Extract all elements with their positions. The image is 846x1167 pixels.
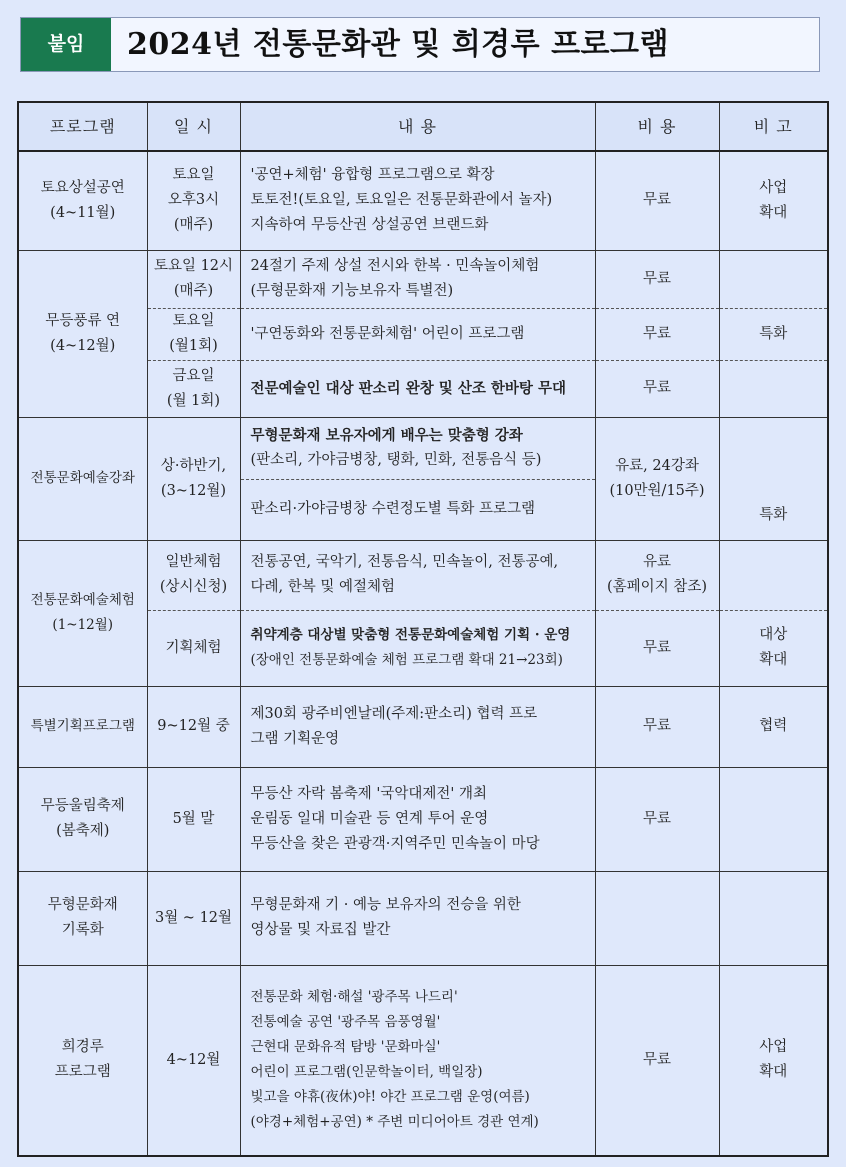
program-cell: 희경루 프로그램 bbox=[18, 965, 147, 1156]
table-row bbox=[18, 686, 828, 767]
note-cell: 특화 bbox=[719, 479, 828, 540]
header-box bbox=[20, 17, 820, 72]
cost-cell: 무료 bbox=[595, 360, 719, 417]
table-header-row bbox=[18, 102, 828, 151]
cost-cell: 무료 bbox=[595, 610, 719, 686]
schedule-cell: 토요일 12시 (매주) bbox=[147, 250, 240, 308]
content-cell: '공연+체험' 융합형 프로그램으로 확장 토토전!(토요일, 토요일은 전통문화관에서 놀자) 지속하여 무등산권 상설공연 브랜드화 bbox=[240, 151, 595, 250]
program-cell: 특별기획프로그램 bbox=[18, 686, 147, 767]
cost-cell: 무료 bbox=[595, 250, 719, 308]
note-cell bbox=[719, 767, 828, 871]
cost-cell bbox=[595, 871, 719, 965]
note-cell: 사업 확대 bbox=[719, 965, 828, 1156]
cost-cell: 유료 (홈페이지 참조) bbox=[595, 540, 719, 610]
cost-cell: 무료 bbox=[595, 686, 719, 767]
program-cell: 전통문화예술강좌 bbox=[18, 417, 147, 540]
program-table bbox=[17, 101, 829, 1157]
content-cell: 전통문화 체험·해설 '광주목 나드리' 전통예술 공연 '광주목 음풍영월' 근현대 문화유적 탐방 '문화마실' 어린이 프로그램(인문학놀이터, 백일장) 빛고을 야휴(夜休)야! 야간 프로그램 운영(여름) (야경+체험+공연) * 주변 미디어아트 경관 연계) bbox=[240, 965, 595, 1156]
content-cell: 취약계층 대상별 맞춤형 전통문화예술체험 기획 · 운영 (장애인 전통문화예술 체험 프로그램 확대 21→23회) bbox=[240, 610, 595, 686]
content-cell: 판소리·가야금병창 수련정도별 특화 프로그램 bbox=[240, 479, 595, 540]
column-header: 비 용 bbox=[595, 102, 719, 151]
schedule-cell: 토요일 오후3시 (매주) bbox=[147, 151, 240, 250]
note-cell: 특화 bbox=[719, 308, 828, 360]
content-cell: 전통공연, 국악기, 전통음식, 민속놀이, 전통공예, 다례, 한복 및 예절체험 bbox=[240, 540, 595, 610]
note-cell bbox=[719, 360, 828, 417]
content-cell: 24절기 주제 상설 전시와 한복 · 민속놀이체험 (무형문화재 기능보유자 특별전) bbox=[240, 250, 595, 308]
cost-cell: 유료, 24강좌 (10만원/15주) bbox=[595, 417, 719, 540]
table-row bbox=[18, 767, 828, 871]
table-row bbox=[18, 250, 828, 308]
attachment-badge: 붙임 bbox=[21, 18, 111, 71]
page-title: 2024년 전통문화관 및 희경루 프로그램 bbox=[127, 27, 669, 62]
content-cell: 제30회 광주비엔날레(주제:판소리) 협력 프로 그램 기획운영 bbox=[240, 686, 595, 767]
schedule-cell: 9~12월 중 bbox=[147, 686, 240, 767]
program-cell: 전통문화예술체험 (1~12월) bbox=[18, 540, 147, 686]
schedule-cell: 금요일 (월 1회) bbox=[147, 360, 240, 417]
column-header: 비 고 bbox=[719, 102, 828, 151]
table-row bbox=[18, 871, 828, 965]
program-cell: 무형문화재 기록화 bbox=[18, 871, 147, 965]
content-cell: '구연동화와 전통문화체험' 어린이 프로그램 bbox=[240, 308, 595, 360]
column-header: 내 용 bbox=[240, 102, 595, 151]
table-row bbox=[18, 965, 828, 1156]
note-cell: 대상 확대 bbox=[719, 610, 828, 686]
content-cell: 전문예술인 대상 판소리 완창 및 산조 한바탕 무대 bbox=[240, 360, 595, 417]
note-cell bbox=[719, 540, 828, 610]
program-cell: 토요상설공연 (4~11월) bbox=[18, 151, 147, 250]
column-header: 일 시 bbox=[147, 102, 240, 151]
program-cell: 무등풍류 연 (4~12월) bbox=[18, 250, 147, 417]
note-cell: 사업 확대 bbox=[719, 151, 828, 250]
table-row bbox=[18, 540, 828, 610]
content-cell: 무등산 자락 봄축제 '국악대제전' 개최 운림동 일대 미술관 등 연계 투어 운영 무등산을 찾은 관광객·지역주민 민속놀이 마당 bbox=[240, 767, 595, 871]
schedule-cell: 3월 ~ 12월 bbox=[147, 871, 240, 965]
note-cell bbox=[719, 417, 828, 479]
schedule-cell: 5월 말 bbox=[147, 767, 240, 871]
cost-cell: 무료 bbox=[595, 767, 719, 871]
content-cell: 무형문화재 기 · 예능 보유자의 전승을 위한 영상물 및 자료집 발간 bbox=[240, 871, 595, 965]
note-cell: 협력 bbox=[719, 686, 828, 767]
note-cell bbox=[719, 871, 828, 965]
cost-cell: 무료 bbox=[595, 151, 719, 250]
program-cell: 무등울림축제 (봄축제) bbox=[18, 767, 147, 871]
note-cell bbox=[719, 250, 828, 308]
schedule-cell: 토요일 (월1회) bbox=[147, 308, 240, 360]
schedule-cell: 기획체험 bbox=[147, 610, 240, 686]
table-row bbox=[18, 151, 828, 250]
table-row bbox=[18, 417, 828, 479]
column-header: 프로그램 bbox=[18, 102, 147, 151]
cost-cell: 무료 bbox=[595, 965, 719, 1156]
content-cell: 무형문화재 보유자에게 배우는 맞춤형 강좌 (판소리, 가야금병창, 탱화, 민화, 전통음식 등) bbox=[240, 417, 595, 479]
schedule-cell: 상·하반기, (3~12월) bbox=[147, 417, 240, 540]
schedule-cell: 4~12월 bbox=[147, 965, 240, 1156]
schedule-cell: 일반체험 (상시신청) bbox=[147, 540, 240, 610]
cost-cell: 무료 bbox=[595, 308, 719, 360]
